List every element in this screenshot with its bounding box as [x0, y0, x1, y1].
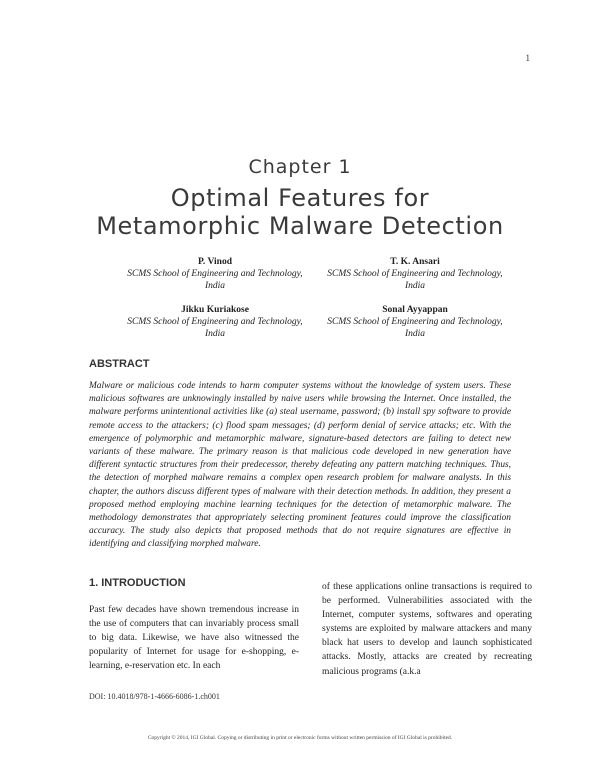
author-country: India	[404, 329, 426, 339]
author-country: India	[204, 281, 226, 291]
chapter-title-line-2: Metamorphic Malware Detection	[96, 212, 504, 240]
introduction-right-column: of these applications online transactions is required to be performed. Vulnerabilities associated with the Internet, computer systems, softwares and operating systems are exploited by malware attackers and many black hat users to develop and launch sophisticated attacks. Mostly, attacks are created by recreating malicious programs (a.k.a	[322, 582, 532, 677]
author-country: India	[404, 281, 426, 291]
doi: DOI: 10.4018/978-1-4666-6086-1.ch001	[89, 692, 220, 701]
author-name: T. K. Ansari	[390, 257, 440, 267]
author-block	[300, 256, 530, 292]
author-name: P. Vinod	[198, 257, 232, 267]
author-name: Jikku Kuriakose	[181, 305, 249, 315]
author-affiliation: SCMS School of Engineering and Technology,	[327, 269, 503, 279]
author-block	[300, 304, 530, 340]
author-affiliation: SCMS School of Engineering and Technology,	[327, 317, 503, 327]
copyright-notice: Copyright © 2014, IGI Global. Copying or distributing in print or electronic forms without written permission of IGI Global is prohibited.	[147, 735, 453, 741]
author-block	[100, 304, 330, 340]
author-country: India	[204, 329, 226, 339]
author-affiliation: SCMS School of Engineering and Technology,	[127, 317, 303, 327]
author-block	[100, 256, 330, 292]
introduction-left-column: Past few decades have shown tremendous increase in the use of computers that can invariably process small to big data. Likewise, we have also witnessed the popularity of Internet for usage for e-shopping, e-learning, e-reservation etc. In each	[89, 605, 299, 672]
author-affiliation: SCMS School of Engineering and Technology,	[127, 269, 303, 279]
chapter-label: Chapter 1	[248, 156, 352, 178]
introduction-heading: 1. INTRODUCTION	[89, 577, 186, 589]
author-name: Sonal Ayyappan	[382, 305, 448, 315]
chapter-title	[0, 184, 600, 240]
page-number: 1	[525, 53, 530, 63]
chapter-title-line-1: Optimal Features for	[170, 184, 430, 212]
abstract-heading: ABSTRACT	[89, 358, 150, 370]
abstract-text: Malware or malicious code intends to harm computer systems without the knowledge of system users. These malicious softwares are unknowingly installed by naive users while browsing the Internet. Once installed, the malware performs unintentional activities like (a) steal username, password; (b) install spy software to provide remote access to the attackers; (c) flood spam messages; (d) perform denial of service attacks; etc. With the emergence of polymorphic and metamorphic malware, signature-based detectors are failing to detect new variants of these malware. The primary reason is that malicious code developed in new generation have different syntactic structures from their predecessor, thereby defeating any pattern matching techniques. Thus, the detection of morphed malware remains a complex open research problem for malware analysts. In this chapter, the authors discuss different types of malware with their detection methods. In addition, they present a proposed method employing machine learning techniques for the detection of metamorphic malware. The methodology demonstrates that appropriately selecting prominent features could improve the classification accuracy. The study also depicts that proposed methods that do not require signatures are effective in identifying and classifying morphed malware.	[89, 381, 511, 550]
